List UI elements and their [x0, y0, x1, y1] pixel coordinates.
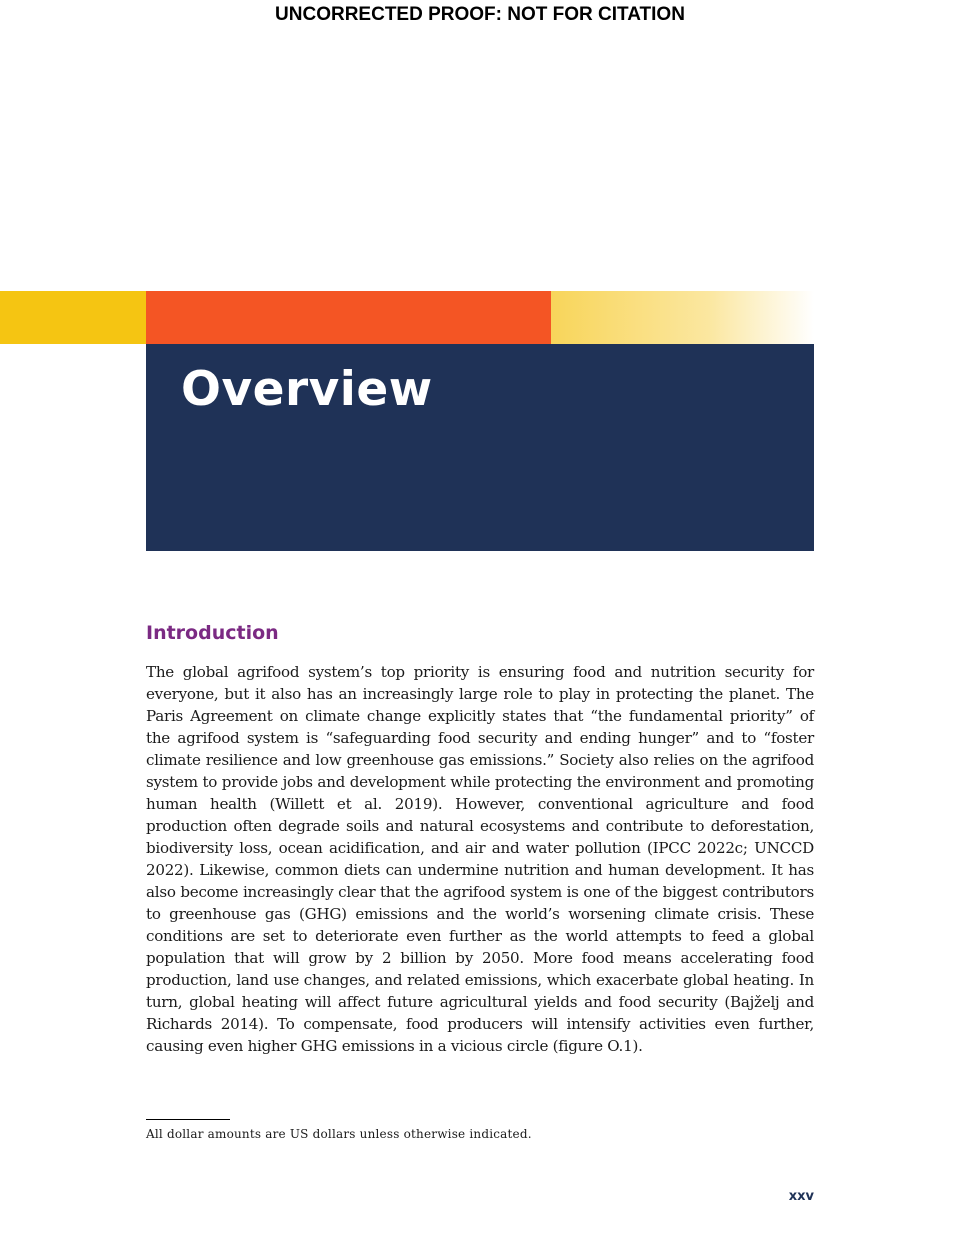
- proof-notice: UNCORRECTED PROOF: NOT FOR CITATION: [275, 4, 685, 25]
- decorative-band-yellow: [0, 291, 146, 344]
- chapter-title: Overview: [181, 362, 433, 417]
- decorative-band-orange: [146, 291, 551, 344]
- footnote-divider: [146, 1119, 230, 1120]
- decorative-band-gradient: [551, 291, 814, 344]
- section-heading: Introduction: [146, 622, 279, 644]
- footnote: All dollar amounts are US dollars unless otherwise indicated.: [146, 1127, 532, 1141]
- page-number: xxv: [788, 1189, 814, 1204]
- intro-paragraph: The global agrifood system’s top priority is ensuring food and nutrition security for everyone, but it also has an increasingly large role to play in protecting the planet. The Paris Agreement on climate change explicitly states that “the fundamental priority” of the agrifood system is “safeguarding food security and ending hunger” and to “foster climate resilience and low greenhouse gas emissions.” Society also relies on the agrifood system to provide jobs and development while protecting the environment and promoting human health (Willett et al. 2019). However, conventional agriculture and food production often degrade soils and natural ecosystems and contribute to deforestation, biodiversity loss, ocean acidification, and air and water pollution (IPCC 2022c; UNCCD 2022). Likewise, common diets can undermine nutrition and human development. It has also become increasingly clear that the agrifood system is one of the biggest contributors to greenhouse gas (GHG) emissions and the world’s worsening climate crisis. These conditions are set to deteriorate even further as the world attempts to feed a global population that will grow by 2 billion by 2050. More food means accelerating food production, land use changes, and related emissions, which exacerbate global heating. In turn, global heating will affect future agricultural yields and food security (Bajželj and Richards 2014). To compensate, food producers will intensify activities even further, causing even higher GHG emissions in a vicious circle (figure O.1).: [146, 663, 814, 1055]
